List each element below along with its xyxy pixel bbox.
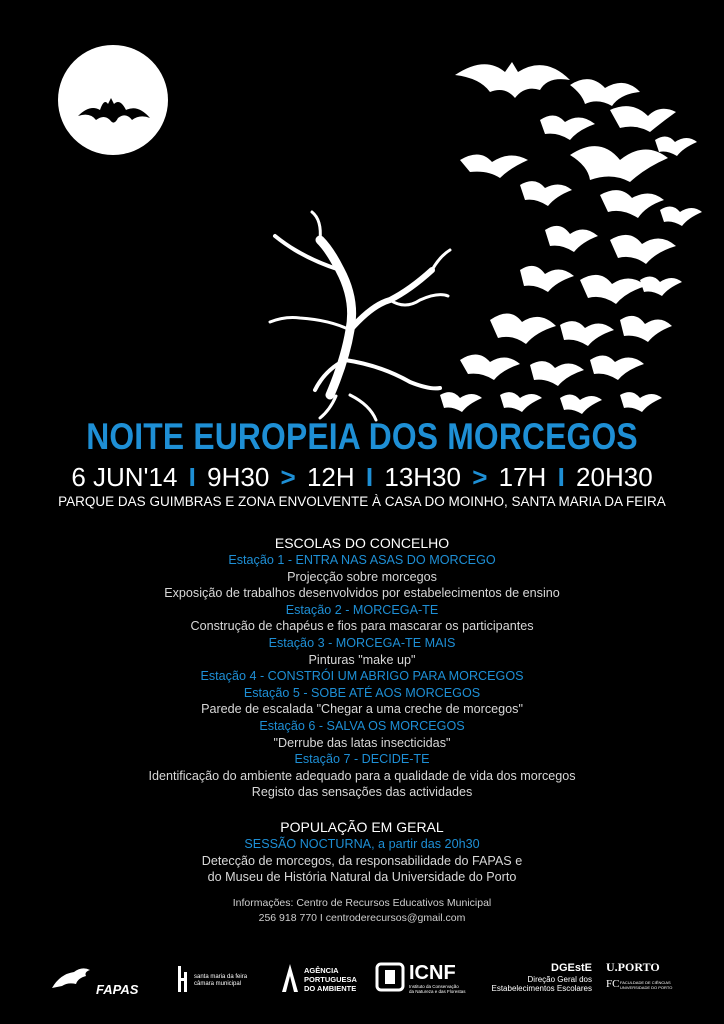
sponsor-logos: [50, 960, 674, 1004]
crest-icon: [176, 964, 190, 994]
arrow: >: [472, 462, 488, 492]
bat-artwork: [0, 0, 724, 440]
separator: I: [365, 462, 374, 492]
station-title: Estação 6 - SALVA OS MORCEGOS: [259, 718, 465, 733]
station-description: Projecção sobre morcegos: [287, 569, 437, 584]
station-description: "Derrube das latas insecticidas": [273, 735, 451, 750]
uporto-logo: [606, 960, 674, 1004]
time-end-morning: 12H: [306, 462, 355, 492]
icnf-mark-icon: [375, 962, 405, 992]
moon-illustration: [58, 45, 168, 155]
uporto-sub-2: UNIVERSIDADE DO PORTO: [620, 985, 673, 990]
tree-illustration: [270, 212, 450, 420]
separator: I: [557, 462, 565, 492]
eagle-icon: [50, 964, 96, 992]
uporto-text: U.PORTO: [606, 960, 660, 974]
santa-maria-feira-logo: [176, 960, 266, 1004]
time-night: 20H30: [576, 462, 653, 492]
icnf-logo: [375, 960, 485, 1004]
station-title: Estação 3 - MORCEGA-TE MAIS: [268, 635, 456, 650]
arrow: >: [280, 462, 296, 492]
night-session: SESSÃO NOCTURNA, a partir das 20h30: [244, 837, 480, 851]
icnf-sub-2: da Natureza e das Florestas: [409, 989, 466, 994]
apa-mark-icon: [280, 962, 300, 994]
dgeste-text: DGEstE: [551, 962, 592, 974]
apa-text-1: AGÊNCIA: [304, 966, 339, 975]
time-start-morning: 9H30: [207, 462, 270, 492]
uporto-sub-1: FACULDADE DE CIÊNCIAS: [620, 980, 671, 985]
schools-lines: [0, 552, 724, 801]
schools-program: [0, 534, 724, 801]
uporto-fc: FC: [606, 978, 620, 990]
event-date: 6 JUN'14: [71, 462, 178, 492]
population-program: [0, 818, 724, 886]
smf-text-1: santa maria da feira: [194, 974, 248, 980]
apa-logo: [280, 960, 380, 1004]
population-heading: POPULAÇÃO EM GERAL: [280, 819, 444, 835]
station-description: Identificação do ambiente adequado para a qualidade de vida dos morcegos: [148, 768, 576, 783]
time-end-afternoon: 17H: [498, 462, 547, 492]
population-desc-2: do Museu de História Natural da Universidade do Porto: [207, 870, 517, 885]
dgeste-sub-2: Estabelecimentos Escolares: [491, 984, 592, 993]
station-title: Estação 7 - DECIDE-TE: [294, 752, 430, 767]
contact-info: [0, 896, 724, 926]
station-title: Estação 4 - CONSTRÓI UM ABRIGO PARA MORCEGOS: [200, 669, 524, 684]
schools-heading: ESCOLAS DO CONCELHO: [274, 535, 450, 551]
station-description: Parede de escalada "Chegar a uma creche de morcegos": [201, 702, 523, 717]
smf-text-2: câmara municipal: [194, 981, 242, 987]
icnf-text: ICNF: [409, 962, 456, 984]
apa-text-3: DO AMBIENTE: [304, 984, 357, 993]
fapas-text: FAPAS: [96, 982, 139, 997]
dgeste-sub-1: Direção Geral dos: [527, 975, 592, 984]
station-description: Pinturas "make up": [308, 652, 416, 667]
bat-swarm-illustration: [440, 62, 702, 414]
separator: I: [188, 462, 196, 492]
icnf-sub-1: Instituto da Conservação: [409, 984, 459, 989]
fapas-logo: [50, 960, 160, 1004]
time-start-afternoon: 13H30: [384, 462, 461, 492]
station-description: Exposição de trabalhos desenvolvidos por estabelecimentos de ensino: [164, 586, 560, 601]
station-description: Registo das sensações das actividades: [251, 785, 473, 800]
event-title: NOITE EUROPEIA DOS MORCEGOS: [86, 416, 638, 457]
contact-line-1: Informações: Centro de Recursos Educativos Municipal: [232, 897, 492, 909]
population-desc-1: Detecção de morcegos, da responsabilidade do FAPAS e: [201, 853, 523, 868]
event-venue: PARQUE DAS GUIMBRAS E ZONA ENVOLVENTE À CASA DO MOINHO, SANTA MARIA DA FEIRA: [58, 494, 666, 509]
station-title: Estação 5 - SOBE ATÉ AOS MORCEGOS: [243, 685, 481, 700]
station-title: Estação 2 - MORCEGA-TE: [285, 602, 439, 617]
contact-line-2: 256 918 770 I centroderecursos@gmail.com: [258, 912, 466, 924]
apa-text-2: PORTUGUESA: [304, 975, 357, 984]
dgeste-logo: [482, 960, 592, 1004]
station-description: Construção de chapéus e fios para mascarar os participantes: [190, 619, 534, 634]
event-schedule: [0, 462, 724, 493]
station-title: Estação 1 - ENTRA NAS ASAS DO MORCEGO: [228, 553, 496, 567]
